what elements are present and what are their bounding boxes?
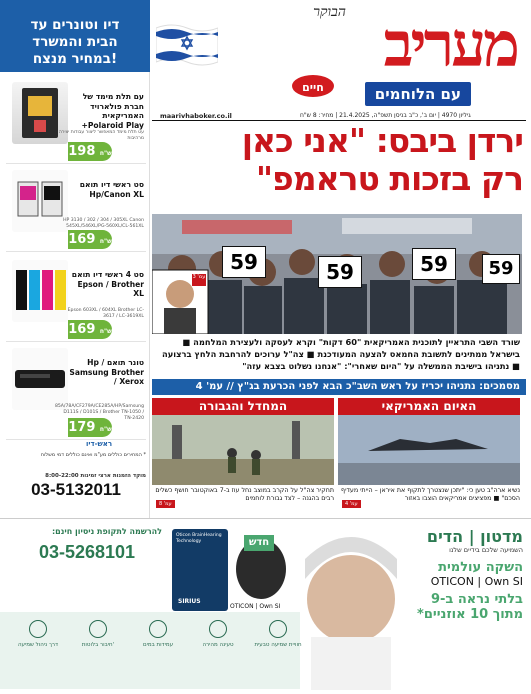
currency-label: ש"ח: [99, 328, 112, 335]
ad-tagline: השמיעה שלכם בידיים שלנו: [449, 546, 523, 554]
newspaper-logo[interactable]: מעריב: [383, 8, 517, 81]
price-tag: [68, 418, 112, 437]
sidebar-header-line-1: דיו וטונרים עד: [30, 17, 120, 33]
live-badge: חיים: [290, 73, 336, 99]
price-value: 179: [68, 420, 96, 435]
protest-sign: 59: [412, 248, 456, 280]
website-url[interactable]: maarivhaboker.co.il: [160, 112, 232, 120]
ad-register: [12, 527, 162, 563]
product-polaroid[interactable]: [6, 78, 146, 164]
price-value: 169: [68, 232, 96, 247]
story-card-american-threat[interactable]: [338, 398, 520, 516]
ad-copy: [403, 527, 523, 622]
ad-product-name: OTICON | Own SI: [430, 575, 523, 588]
new-label: חדש: [244, 535, 274, 551]
product-hp-canon[interactable]: [6, 166, 146, 252]
ink-brand-logo: ראש-דיו: [86, 440, 113, 448]
news-ticker-banner[interactable]: מסמכים: נתניהו יכריז על ראש השב"כ הבא לפני הכרעת בג"ץ // עמ' 4: [152, 379, 526, 395]
sidebar-header-line-3: במחיר מנצח!: [32, 51, 118, 67]
product-toner[interactable]: [6, 344, 146, 440]
story-title: האיום האמריקאי: [338, 398, 520, 415]
edition-label: הבוקר: [313, 4, 346, 20]
box-platform-text: SIRIUS: [178, 598, 201, 605]
protest-photo[interactable]: [152, 214, 522, 334]
sidebar-footer: [6, 440, 146, 518]
feature-management: דרך ניהול שמיעה: [10, 620, 66, 649]
price-value: 169: [68, 322, 96, 337]
price-value: 198: [68, 144, 96, 159]
ad-launch: השקה עולמית: [438, 560, 523, 575]
sidebar-header: [0, 0, 150, 72]
protest-sign: 59: [222, 246, 266, 278]
headline-line-2: רק בזכות טראמפ": [255, 159, 523, 198]
story-card-failure-heroism[interactable]: [152, 398, 334, 516]
device-label: OTICON | Own SI: [230, 603, 281, 610]
product-description: 85A/78A/CF279A/CE285A/HP/Samsung D111S / D101S / Brother TN-1050 / TN-2420: [54, 404, 144, 421]
ink-ad-sidebar: [0, 0, 150, 518]
feature-water-resistant: עמידות במים: [130, 620, 186, 649]
box-brand-text: Oticon BrainHearing Technology: [176, 533, 222, 544]
sidebar-footnote: * המחירים כוללים מע"מ ואינם כוללים דמי משלוח: [40, 452, 146, 458]
masthead: [152, 0, 531, 108]
photo-page-badge: עמ' 3: [192, 274, 206, 280]
story-page-badge: עמ' 4: [342, 500, 361, 508]
toner-image: [12, 348, 68, 410]
soldiers-image: [152, 415, 334, 485]
price-tag: [68, 320, 112, 339]
product-description: עט תלת מימד המאפשר ליצור עבודות יצירה מרהיבות: [58, 130, 144, 141]
headline-line-1: ירדן ביבס: "אני כאן: [241, 121, 523, 160]
product-description: Epson 603XL / 604XL Brother LC-3617 / LC-3619XL: [67, 308, 144, 319]
protest-sign: 59: [318, 256, 362, 288]
oticon-box: [172, 529, 228, 611]
order-phone[interactable]: 03-5132011: [31, 480, 121, 499]
slogan-banner: עם הלוחמים: [365, 82, 471, 106]
feature-fast-charge: טעינה מהירה: [190, 620, 246, 649]
product-epson-brother[interactable]: [6, 256, 146, 342]
price-tag: [68, 230, 112, 249]
story-summary: נשיא ארה"ב טען כי: "יתכן שנצטרך לתקוף את איראן – הייתי מעדיף הסכם" ■ מפציצים אמריקאים הוצבו באזור: [341, 487, 520, 502]
currency-label: ש"ח: [99, 150, 112, 157]
bomber-image: [338, 415, 520, 485]
product-description: HP 3130 / 302 / 304 / 305XL Canon 545XL/546XL/PG-560XL/CL-561XL: [63, 218, 144, 229]
product-title: סט ראשי דיו תואם Hp/Canon XL: [79, 180, 144, 199]
protest-sign: 59: [482, 254, 520, 284]
lead-paragraph: שורד השבי התראיין לתוכנית האמריקאית "60 דקות" וקרא לעסקה ולעצירת המלחמה ■ בישראל ממתינים לתשובת החמאס להצעה המעודכנת ■ צה"ל ערוכים להרחבת הלחץ ברצועה ■ נתניהו בישיבת הממשלה על "היום שאחרי": "אנחנו נשלוט בצבא עזה": [162, 337, 520, 371]
feature-bluetooth: חיבור בלוטות': [70, 620, 126, 649]
register-phone[interactable]: 03-5268101: [38, 542, 136, 562]
ad-promo: בלתי נראה ב-9 מתוך 10 אוזניים*: [417, 592, 523, 622]
currency-label: ש"ח: [99, 238, 112, 245]
product-title: עם תלת מימד של חברת פולארויד האמריקאית Polaroid Play+: [81, 92, 144, 130]
main-headline[interactable]: [152, 122, 531, 212]
price-tag: [68, 142, 112, 161]
register-label: להרשמה לתקופת ניסיון חינם:: [51, 527, 162, 536]
sidebar-header-line-2: הבית והמשרד: [32, 34, 118, 50]
product-title: טונר תואם Hp / Samsung Brother / Xerox: [69, 358, 144, 386]
dateline: גיליון 4970 | יום ב', כ"ב בניסן תשפ"ה, 21.4.2025 | מחיר: 8 ש"ח: [300, 112, 471, 119]
ad-brand: מדטון | הדים: [426, 527, 523, 546]
story-page-badge: עמ' 8: [156, 500, 175, 508]
order-center-label: מוקד הזמנות ארצי זמינות 8:00-22:00: [45, 473, 146, 479]
product-title: סט 4 ראשי דיו תואם Epson / Brother XL: [71, 270, 144, 298]
currency-label: ש"ח: [99, 426, 112, 433]
story-summary: תחקיר צה"ל על הקרב במוצב נחל עוז ב-7 באוקטובר חושף כשלים רבים בהגנה – לצד גבורת לוחמים: [155, 487, 334, 502]
israel-flag-icon: [156, 22, 218, 68]
story-title: המחדל והגבורה: [152, 398, 334, 415]
feature-strip: [0, 612, 300, 689]
feature-natural-hearing: חוויית שמיעה טבעית: [250, 620, 306, 649]
ad-photo: [281, 519, 411, 690]
